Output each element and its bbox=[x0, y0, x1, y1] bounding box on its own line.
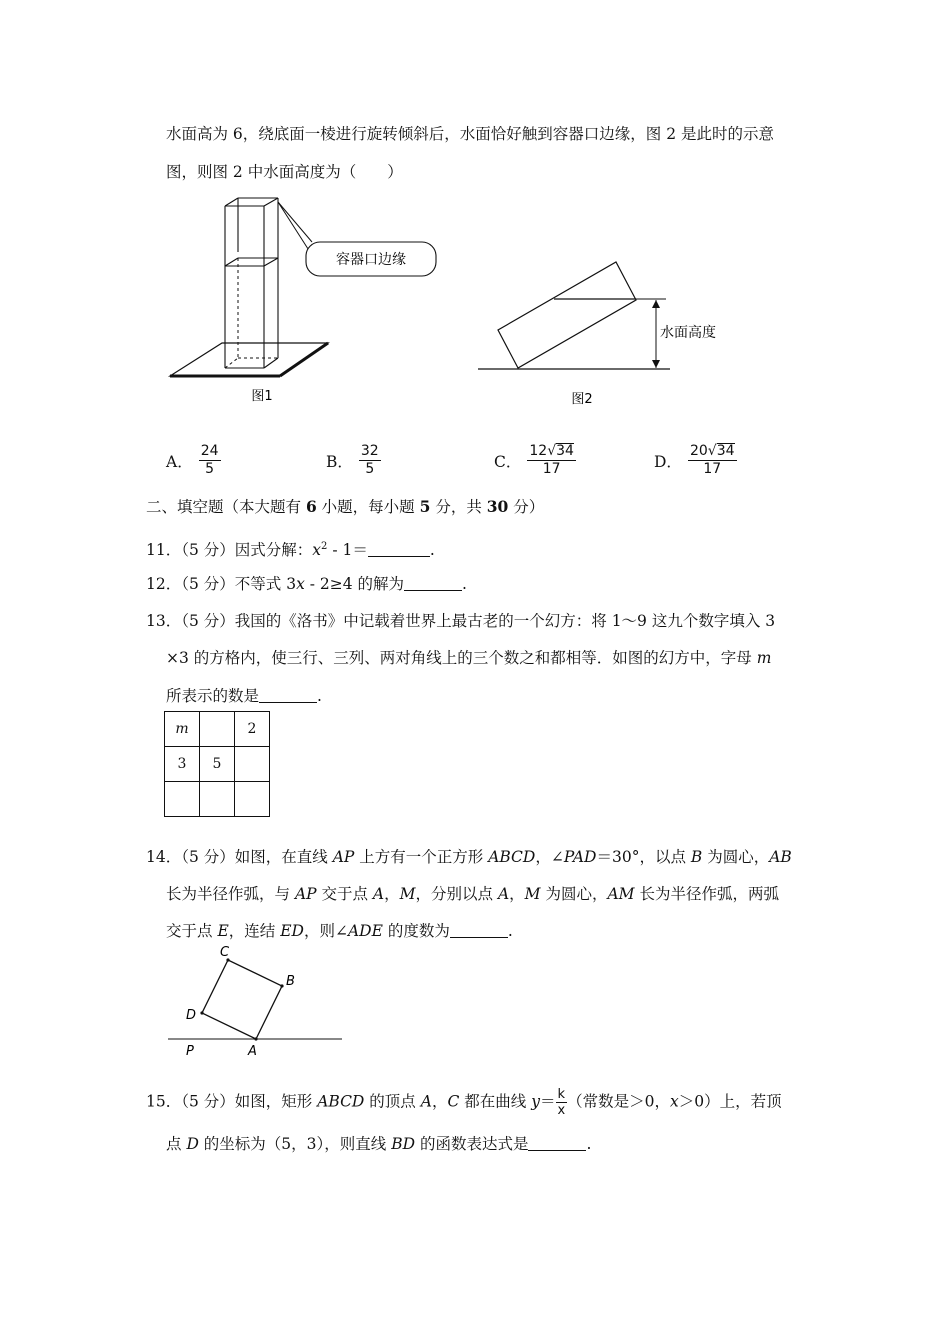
q14-var: A bbox=[497, 885, 510, 903]
q15-text: 的坐标为（5，3），则直线 bbox=[198, 1135, 392, 1153]
q14-var: AB bbox=[769, 848, 792, 866]
section-2-heading bbox=[146, 497, 544, 517]
q14-text: 为圆心， bbox=[702, 848, 770, 866]
q14-figure bbox=[160, 940, 360, 1065]
magic-cell: 3 bbox=[165, 747, 200, 782]
option-b-label: B． bbox=[326, 452, 353, 471]
section-2-text-a: 二、填空题（本大题有 bbox=[146, 498, 306, 516]
q14-text: 的度数为 bbox=[382, 922, 450, 940]
option-d-coef: 20 bbox=[689, 443, 708, 459]
magic-row-3 bbox=[165, 782, 270, 817]
question-11 bbox=[146, 537, 435, 560]
q14-text: ， bbox=[509, 885, 525, 903]
q11-answer-blank[interactable] bbox=[368, 541, 430, 557]
q12-end: . bbox=[462, 575, 467, 593]
q10-option-c bbox=[494, 443, 576, 478]
magic-cell: m bbox=[165, 712, 200, 747]
magic-cell: 5 bbox=[200, 747, 235, 782]
q14-text: 长为半径作弧，两弧 bbox=[634, 885, 779, 903]
figure-2-container bbox=[470, 250, 730, 415]
q14-var: ED bbox=[280, 922, 304, 940]
question-12 bbox=[146, 574, 467, 594]
q14-text: 交于点 bbox=[316, 885, 373, 903]
q14-line2 bbox=[166, 884, 779, 904]
magic-cell bbox=[235, 747, 270, 782]
option-c-radicand: 34 bbox=[556, 443, 574, 459]
q13-line3 bbox=[166, 686, 322, 706]
q14-text: ，分别以点 bbox=[415, 885, 498, 903]
q14-text: ，∠ bbox=[535, 848, 564, 866]
q14-text: 上方有一个正方形 bbox=[354, 848, 489, 866]
option-a-numerator: 24 bbox=[200, 443, 219, 459]
q11-rest: - 1＝ bbox=[327, 541, 368, 559]
q14-var: M bbox=[399, 885, 416, 903]
q14-var: ADE bbox=[347, 922, 383, 940]
q14-line1 bbox=[146, 847, 792, 867]
label-c: C bbox=[220, 945, 230, 960]
fig1-base-edge-right bbox=[280, 343, 328, 376]
q12-variable: x bbox=[296, 575, 305, 593]
q15-answer-blank[interactable] bbox=[528, 1135, 586, 1151]
q15-text: 点 bbox=[166, 1135, 187, 1153]
fig1-callout-pointer bbox=[278, 202, 312, 242]
q14-var: E bbox=[217, 922, 229, 940]
label-d: D bbox=[186, 1008, 197, 1023]
fig2-arrow-head-bottom bbox=[652, 360, 660, 368]
q14-line3 bbox=[166, 921, 513, 941]
point-a-dot bbox=[254, 1037, 257, 1040]
option-c-coef: 12 bbox=[529, 443, 548, 459]
option-a-label: A． bbox=[166, 452, 193, 471]
magic-row-1 bbox=[165, 712, 270, 747]
q14-text: ，则∠ bbox=[303, 922, 348, 940]
q15-fraction bbox=[555, 1087, 567, 1118]
section-2-text-c: 分，共 bbox=[430, 498, 487, 516]
magic-cell bbox=[235, 782, 270, 817]
section-2-count: 6 bbox=[305, 497, 317, 516]
fig2-height-label: 水面高度 bbox=[660, 325, 716, 341]
q15-var: A bbox=[420, 1092, 432, 1111]
magic-cell: 2 bbox=[235, 712, 270, 747]
q13-line3-text: 所表示的数是 bbox=[166, 687, 260, 705]
q14-var: AM bbox=[607, 885, 635, 903]
q10-option-d bbox=[654, 443, 737, 478]
point-b-dot bbox=[280, 984, 283, 987]
q15-var: C bbox=[447, 1092, 460, 1111]
q15-text: ＞0）上，若顶 bbox=[678, 1092, 782, 1111]
q15-text: 15．（5 分）如图，矩形 bbox=[146, 1092, 318, 1111]
figure-1-container bbox=[160, 190, 450, 415]
q10-option-a bbox=[166, 443, 221, 478]
q13-line1: 13．（5 分）我国的《洛书》中记载着世界上最古老的一个幻方：将 1～9 这九个数字填入 3 bbox=[146, 612, 776, 630]
label-b: B bbox=[286, 974, 295, 989]
q10-text-line1: 水面高为 6，绕底面一棱进行旋转倾斜后，水面恰好触到容器口边缘，图 2 是此时的示意 bbox=[166, 125, 775, 143]
q13-end: . bbox=[317, 687, 322, 705]
point-d-dot bbox=[200, 1011, 203, 1014]
option-c-label: C． bbox=[494, 452, 522, 471]
option-a-fraction bbox=[199, 443, 221, 478]
q11-variable: x bbox=[312, 541, 322, 559]
label-p: P bbox=[186, 1044, 194, 1059]
magic-square-grid bbox=[164, 711, 270, 817]
q14-var: AP bbox=[332, 848, 355, 866]
q12-prefix: 12．（5 分）不等式 3 bbox=[146, 575, 297, 593]
option-d-fraction bbox=[688, 443, 737, 478]
q15-denominator: x bbox=[557, 1103, 566, 1118]
fig2-tilted-prism bbox=[498, 262, 636, 368]
q15-line1 bbox=[146, 1087, 782, 1118]
q13-line2-text: ×3 的方格内，使三行、三列、两对角线上的三个数之和都相等．如图的幻方中，字母 bbox=[166, 649, 757, 667]
section-2-points-total: 30 bbox=[486, 497, 509, 516]
q14-text: 交于点 bbox=[166, 922, 218, 940]
q15-text: 的函数表达式是 bbox=[415, 1135, 529, 1153]
q15-var: x bbox=[670, 1092, 679, 1111]
option-b-fraction bbox=[359, 443, 381, 478]
q15-var: BD bbox=[391, 1135, 416, 1153]
q12-rest: - 2≥4 的解为 bbox=[304, 575, 405, 593]
q14-var: AP bbox=[294, 885, 317, 903]
option-d-radicand: 34 bbox=[716, 443, 735, 459]
q14-var: B bbox=[690, 848, 703, 866]
q14-answer-blank[interactable] bbox=[450, 922, 508, 938]
q14-text: 为圆心， bbox=[540, 885, 608, 903]
q15-var: y bbox=[531, 1092, 540, 1111]
q15-text: 都在曲线 bbox=[459, 1092, 532, 1111]
fig1-callout-text: 容器口边缘 bbox=[336, 252, 406, 268]
q11-prefix: 11．（5 分）因式分解： bbox=[146, 541, 313, 559]
q10-option-b bbox=[326, 443, 381, 478]
section-2-points-each: 5 bbox=[419, 497, 431, 516]
q12-answer-blank[interactable] bbox=[404, 575, 462, 591]
q10-text-line2: 图，则图 2 中水面高度为（ ） bbox=[166, 163, 403, 181]
magic-cell bbox=[165, 782, 200, 817]
q15-var: ABCD bbox=[317, 1092, 365, 1111]
q14-text: ，连结 bbox=[228, 922, 281, 940]
option-b-denominator: 5 bbox=[365, 461, 375, 477]
fig1-caption: 图1 bbox=[251, 389, 273, 404]
q14-end: . bbox=[507, 922, 513, 940]
fig1-callout-pointer-2 bbox=[278, 202, 310, 252]
option-c-numerator: 12√34 bbox=[529, 443, 574, 459]
square-abcd bbox=[202, 960, 282, 1039]
label-a: A bbox=[248, 1044, 257, 1059]
q15-var: D bbox=[186, 1135, 199, 1153]
option-c-denominator: 17 bbox=[542, 461, 561, 477]
q15-text: （常数是＞0， bbox=[567, 1092, 671, 1111]
q14-text: 14．（5 分）如图，在直线 bbox=[146, 848, 333, 866]
q15-text: 的顶点 bbox=[364, 1092, 421, 1111]
option-d-denominator: 17 bbox=[703, 461, 722, 477]
q14-text: ＝30°，以点 bbox=[596, 848, 691, 866]
q13-line2 bbox=[166, 648, 771, 668]
fig2-caption: 图2 bbox=[571, 392, 593, 407]
option-d-label: D． bbox=[654, 452, 682, 471]
fig1-hidden-edges bbox=[225, 258, 278, 368]
q13-variable-m: m bbox=[756, 649, 772, 667]
q11-exponent: 2 bbox=[321, 541, 328, 552]
q14-text: 长为半径作弧，与 bbox=[166, 885, 295, 903]
q14-var: ABCD bbox=[488, 848, 536, 866]
q11-end: . bbox=[429, 541, 435, 559]
option-c-fraction bbox=[527, 443, 576, 478]
option-b-numerator: 32 bbox=[360, 443, 379, 459]
q14-var: M bbox=[524, 885, 541, 903]
q15-line2 bbox=[166, 1134, 591, 1154]
section-2-text-d: 分） bbox=[508, 498, 545, 516]
fig2-arrow-head-top bbox=[652, 300, 660, 308]
section-2-text-b: 小题，每小题 bbox=[316, 498, 420, 516]
option-d-numerator: 20√34 bbox=[689, 443, 735, 459]
q15-numerator: k bbox=[557, 1087, 566, 1102]
magic-row-2 bbox=[165, 747, 270, 782]
q14-var: PAD bbox=[563, 848, 597, 866]
q14-text: ， bbox=[384, 885, 400, 903]
q15-text: ＝ bbox=[539, 1092, 556, 1111]
q13-answer-blank[interactable] bbox=[259, 687, 317, 703]
q14-var: A bbox=[372, 885, 385, 903]
magic-cell bbox=[200, 782, 235, 817]
q15-end: . bbox=[586, 1135, 592, 1153]
q15-text: ， bbox=[431, 1092, 448, 1111]
magic-cell bbox=[200, 712, 235, 747]
option-a-denominator: 5 bbox=[205, 461, 215, 477]
